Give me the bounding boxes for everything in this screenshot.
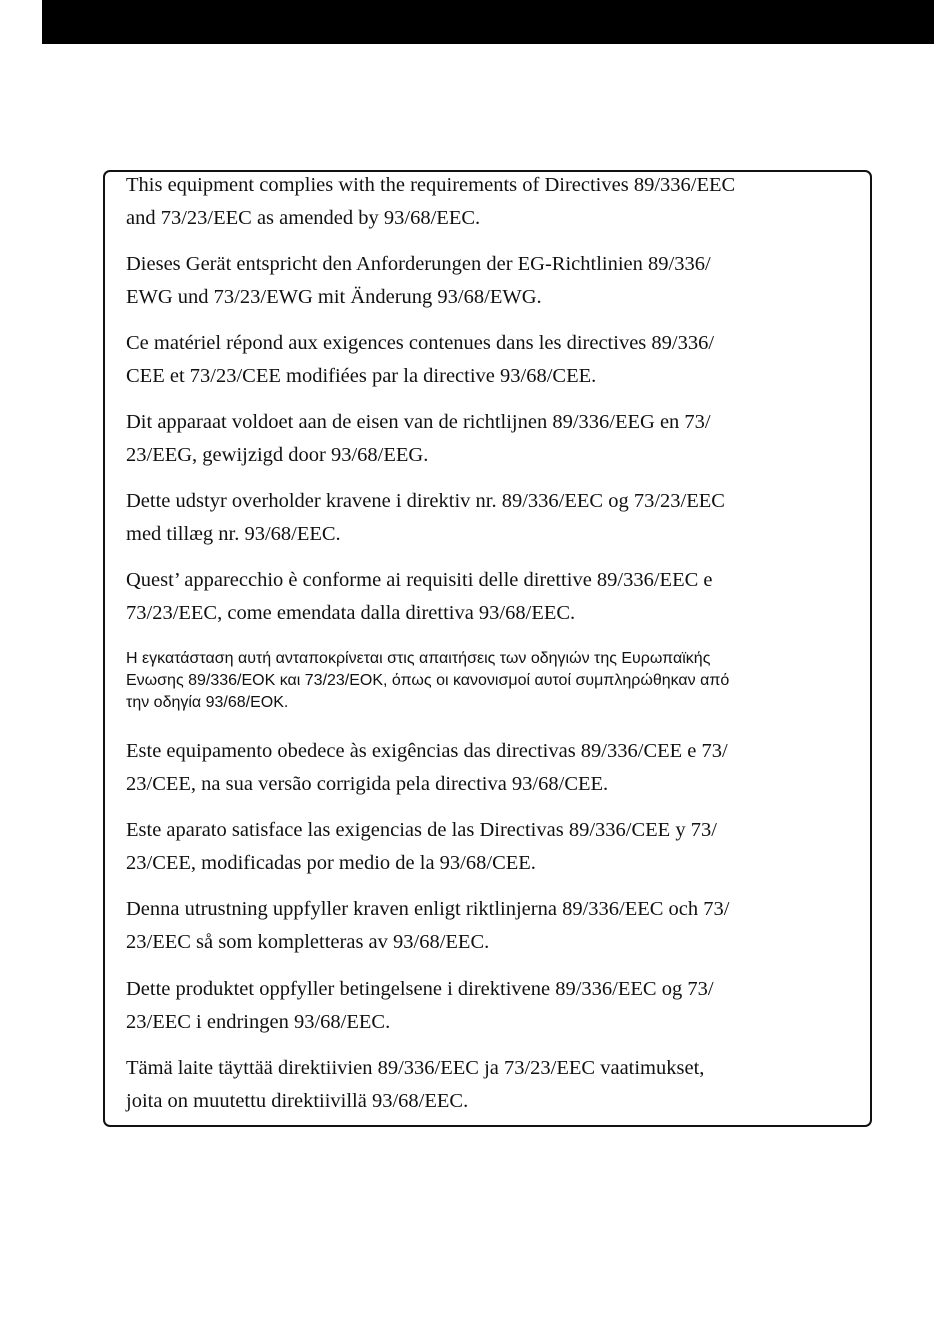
notice-danish: Dette udstyr overholder kravene i direktiv nr. 89/336/EEC og 73/23/EEC med tillæg nr. 93/68/EEC. — [126, 490, 725, 545]
notice-spanish: Este aparato satisface las exigencias de las Directivas 89/336/CEE y 73/ 23/CEE, modificadas por medio de la 93/68/CEE. — [126, 819, 717, 874]
notice-finnish: Tämä laite täyttää direktiivien 89/336/EEC ja 73/23/EEC vaatimukset, joita on muutettu direktiivillä 93/68/EEC. — [126, 1057, 705, 1112]
notice-english: This equipment complies with the requirements of Directives 89/336/EEC and 73/23/EEC as amended by 93/68/EEC. — [126, 174, 736, 229]
notice-dutch: Dit apparaat voldoet aan de eisen van de richtlijnen 89/336/EEG en 73/ 23/EEG, gewijzigd door 93/68/EEG. — [126, 411, 711, 466]
notice-german: Dieses Gerät entspricht den Anforderungen der EG-Richtlinien 89/336/ EWG und 73/23/EWG mit Änderung 93/68/EWG. — [126, 253, 711, 308]
notice-norwegian: Dette produktet oppfyller betingelsene i direktivene 89/336/EEC og 73/ 23/EEC i endringen 93/68/EEC. — [126, 978, 714, 1033]
header-bar — [42, 0, 934, 44]
notice-italian: Quest’ apparecchio è conforme ai requisiti delle direttive 89/336/EEC e 73/23/EEC, come emendata dalla direttiva 93/68/EEC. — [126, 569, 713, 624]
notice-swedish: Denna utrustning uppfyller kraven enligt riktlinjerna 89/336/EEC och 73/ 23/EEC så som kompletteras av 93/68/EEC. — [126, 898, 730, 953]
notice-portuguese: Este equipamento obedece às exigências das directivas 89/336/CEE e 73/ 23/CEE, na sua versão corrigida pela directiva 93/68/CEE. — [126, 740, 728, 795]
notice-french: Ce matériel répond aux exigences contenues dans les directives 89/336/ CEE et 73/23/CEE modifiées par la directive 93/68/CEE. — [126, 332, 715, 387]
notice-greek: Η εγκατάσταση αυτή ανταποκρίνεται στις απαιτήσεις των οδηγιών της Ευρωπαϊκής Ενωσης 89/336/ΕΟΚ και 73/23/ΕΟΚ, όπως οι κανονισμοί αυτοί συμπληρώθηκαν από την οδηγία 93/68/ΕΟΚ. — [126, 650, 730, 711]
